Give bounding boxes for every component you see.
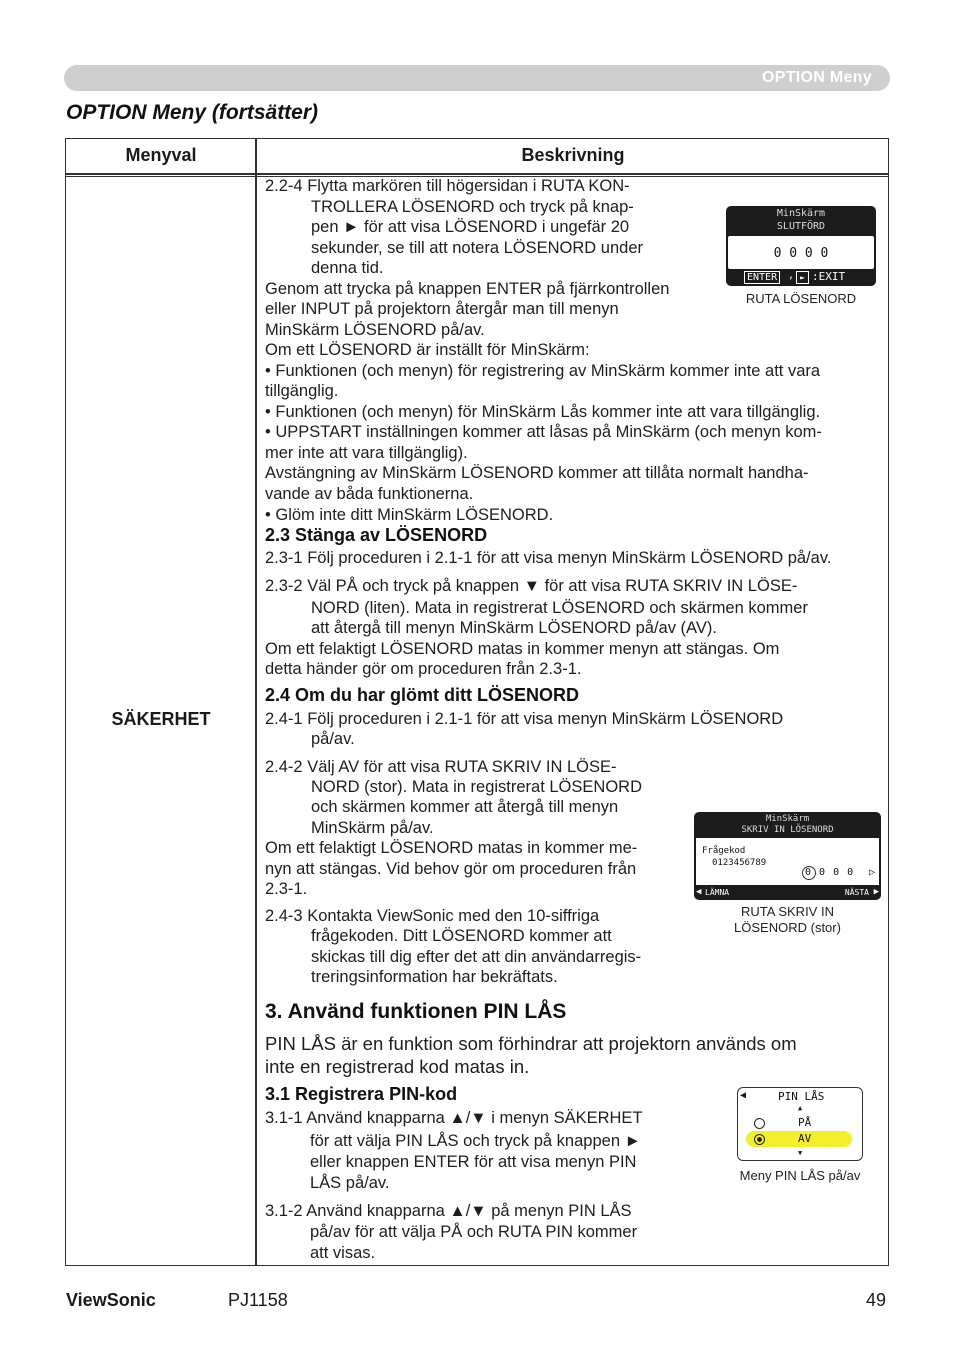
- screen-subtitle: SKRIV IN LÖSENORD: [741, 825, 834, 835]
- password-digits: 0 0 0 0: [805, 867, 855, 878]
- enter-password-large-screen: [694, 812, 881, 900]
- text-line: nyn att stängas. Vid behov gör om proceduren från: [265, 860, 637, 878]
- menu-caption: Meny PIN LÅS på/av: [739, 1168, 861, 1183]
- screen-title: MinSkärm: [765, 814, 810, 824]
- text-line: NORD (stor). Mata in registrerat LÖSENORD: [311, 778, 642, 796]
- text-line: tillgänglig.: [265, 382, 339, 400]
- enter-key-label: ENTER: [744, 271, 780, 284]
- text-line: 2.3-1 Följ proceduren i 2.1-1 för att visa menyn MinSkärm LÖSENORD på/av.: [265, 549, 832, 567]
- text-line: att visas.: [310, 1244, 376, 1262]
- next-label: NÄSTA: [844, 888, 869, 897]
- option-on: PÅ: [798, 1116, 812, 1129]
- text-line: TROLLERA LÖSENORD och tryck på knap-: [311, 198, 634, 216]
- text-line: treringsinformation har bekräftats.: [311, 968, 558, 986]
- text-line: eller INPUT på projektorn återgår man till menyn: [265, 300, 619, 318]
- section-heading-large: 3. Använd funktionen PIN LÅS: [265, 1000, 567, 1023]
- password-box-screen: [726, 206, 876, 286]
- text-line: Om ett felaktigt LÖSENORD matas in kommer me-: [265, 839, 638, 857]
- text-line: • Funktionen (och menyn) för registrering av MinSkärm kommer inte att vara: [265, 362, 821, 380]
- text-line: • Funktionen (och menyn) för MinSkärm Lås kommer inte att vara tillgänglig.: [265, 403, 821, 421]
- text-line: LÅS på/av.: [310, 1174, 390, 1192]
- text-line-large: PIN LÅS är en funktion som förhindrar att projektorn används om: [265, 1033, 797, 1054]
- section-heading: 2.3 Stänga av LÖSENORD: [265, 525, 488, 545]
- text-line: 2.2-4 Flytta markören till högersidan i RUTA KON-: [265, 177, 630, 195]
- text-line: NORD (liten). Mata in registrerat LÖSENORD och skärmen kommer: [311, 599, 808, 617]
- pin-lock-menu: [737, 1087, 863, 1161]
- text-line: pen ► för att visa LÖSENORD i ungefär 20: [311, 218, 630, 236]
- screen-caption: RUTA SKRIV IN: [741, 904, 834, 919]
- text-line: Genom att trycka på knappen ENTER på fjärrkontrollen: [265, 280, 670, 298]
- play-key-icon: ►: [796, 271, 809, 284]
- text-line: Om ett LÖSENORD är inställt för MinSkärm:: [265, 341, 590, 359]
- text-line: 2.3-1.: [265, 880, 308, 898]
- inquiry-code: 0123456789: [712, 858, 767, 868]
- arrow-left-icon: ◀: [740, 1090, 747, 1101]
- text-line: 2.4-2 Välj AV för att visa RUTA SKRIV IN LÖSE-: [265, 758, 617, 776]
- table-divider: [255, 139, 257, 1265]
- text-line: 2.3-2 Väl PÅ och tryck på knappen ▼ för att visa RUTA SKRIV IN LÖSE-: [265, 577, 798, 595]
- text-line: på/av för att välja PÅ och RUTA PIN kommer: [310, 1223, 638, 1241]
- arrow-up-icon: ▲: [798, 1104, 803, 1112]
- arrow-right-icon: ▷: [869, 867, 876, 878]
- header-bar-label: OPTION Meny: [762, 69, 872, 86]
- text-line: 2.4-1 Följ proceduren i 2.1-1 för att visa menyn MinSkärm LÖSENORD: [265, 710, 784, 728]
- text-line: 3.1-1 Använd knapparna ▲/▼ i menyn SÄKERHET: [265, 1109, 643, 1127]
- option-off: AV: [798, 1132, 812, 1145]
- arrow-down-icon: ▼: [798, 1149, 803, 1157]
- section-heading: 2.4 Om du har glömt ditt LÖSENORD: [265, 685, 580, 705]
- arrow-right-icon: ▶: [873, 887, 879, 897]
- text-line: denna tid.: [311, 259, 384, 277]
- text-line: på/av.: [311, 730, 355, 748]
- screen-caption: LÖSENORD (stor): [734, 920, 841, 935]
- leave-label: LÄMNA: [705, 888, 730, 897]
- radio-on-icon: [754, 1118, 765, 1129]
- text-line: mer inte att vara tillgänglig).: [265, 444, 468, 462]
- text-line: Avstängning av MinSkärm LÖSENORD kommer att tillåta normalt handha-: [265, 464, 809, 482]
- exit-label: :EXIT: [812, 270, 846, 283]
- text-line: eller knappen ENTER för att visa menyn PIN: [310, 1153, 637, 1171]
- text-line: • UPPSTART inställningen kommer att låsas på MinSkärm (och menyn kom-: [265, 423, 822, 441]
- text-line: skickas till dig efter det att din användarregis-: [311, 948, 642, 966]
- separator: ,: [788, 270, 795, 281]
- text-line: vande av båda funktionerna.: [265, 485, 474, 503]
- section-heading: 3.1 Registrera PIN-kod: [265, 1084, 458, 1104]
- text-line-large: inte en registrerad kod matas in.: [265, 1056, 530, 1077]
- header-bar: [64, 65, 890, 91]
- screen-caption: RUTA LÖSENORD: [745, 291, 857, 306]
- screen-subtitle: SLUTFÖRD: [776, 221, 826, 232]
- text-line: sekunder, se till att notera LÖSENORD under: [311, 239, 643, 257]
- text-line: MinSkärm på/av.: [311, 819, 434, 837]
- arrow-left-icon: ◀: [696, 887, 702, 897]
- text-line: frågekoden. Ditt LÖSENORD kommer att: [311, 927, 612, 945]
- row-label-security: SÄKERHET: [111, 709, 211, 729]
- text-line: och skärmen kommer att återgå till menyn: [311, 798, 619, 816]
- model-number: PJ1158: [228, 1290, 288, 1310]
- text-line: • Glöm inte ditt MinSkärm LÖSENORD.: [265, 506, 554, 524]
- text-line: 2.4-3 Kontakta ViewSonic med den 10-siffriga: [265, 907, 600, 925]
- page-number: 49: [866, 1290, 887, 1310]
- column-header-menu: Menyval: [125, 145, 197, 165]
- page-title: OPTION Meny (fortsätter): [66, 101, 319, 124]
- brand-name: ViewSonic: [66, 1290, 156, 1310]
- text-line: för att välja PIN LÅS och tryck på knappen ►: [310, 1132, 641, 1150]
- column-header-description: Beskrivning: [521, 145, 625, 165]
- text-line: 3.1-2 Använd knapparna ▲/▼ på menyn PIN LÅS: [265, 1202, 632, 1220]
- text-line: att återgå till menyn MinSkärm LÖSENORD på/av (AV).: [311, 619, 717, 637]
- radio-selected-icon: [754, 1134, 765, 1145]
- password-digits: 0 0 0 0: [773, 246, 829, 261]
- inquiry-label: Frågekod: [702, 846, 746, 856]
- text-line: MinSkärm LÖSENORD på/av.: [265, 321, 485, 339]
- text-line: detta händer gör om proceduren från 2.3-1.: [265, 660, 582, 678]
- text-line: Om ett felaktigt LÖSENORD matas in kommer menyn att stängas. Om: [265, 640, 780, 658]
- screen-title: MinSkärm: [776, 208, 826, 219]
- menu-title: PIN LÅS: [778, 1090, 825, 1103]
- table-header-rule: [66, 173, 888, 175]
